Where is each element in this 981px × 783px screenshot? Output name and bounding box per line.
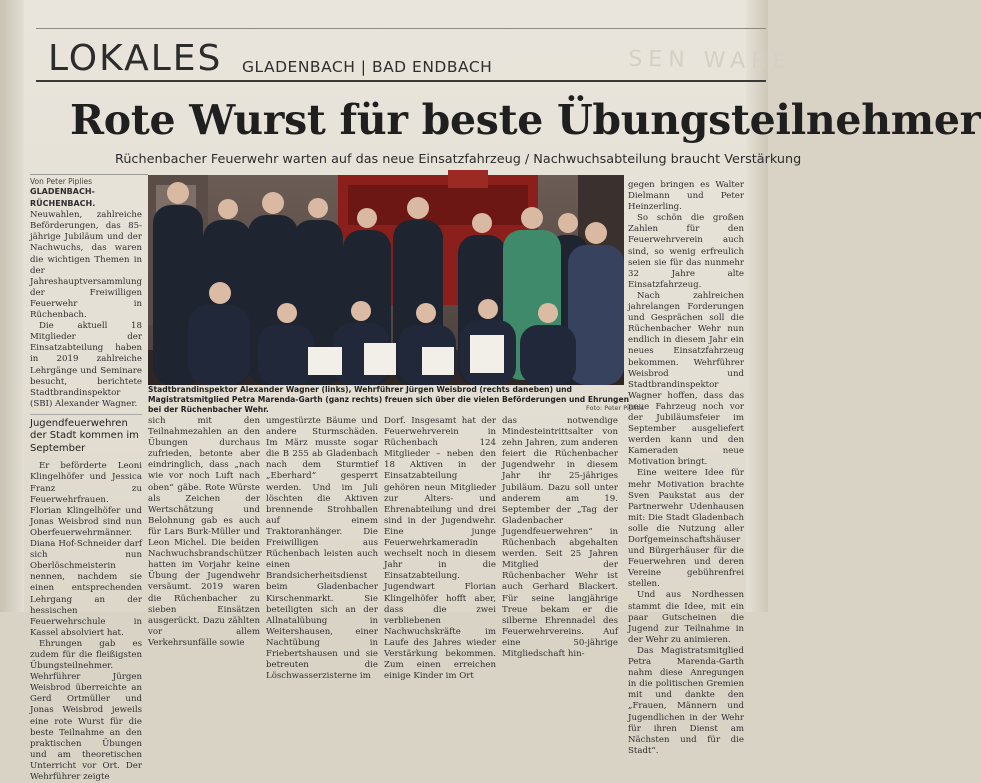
paragraph: Die aktuell 18 Mitglieder der Einsatzabteilung haben in 2019 zahlreiche Lehrgänge und Seminare besucht, berichtete Stadtbrandinspektor (SBI) Alexander Wagner. <box>30 321 142 409</box>
paragraph: Er beförderte Leoni Klingelhöfer und Jessica Franz zu Feuerwehrfrauen. Florian Klingelhöfer und Jonas Weisbrod sind nun Oberfeuerwehrmänner. Diana Hof-Schneider darf sich nun Oberlöschmeisterin nennen, nachdem sie einen entsprechenden Lehrgang an der hessischen Feuerwehrschule in Kassel absolviert hat. <box>30 461 142 638</box>
article-subheadline: Rüchenbacher Feuerwehr warten auf das neue Einsatzfahrzeug / Nachwuchsabteilung braucht Verstärkung <box>115 152 802 167</box>
paragraph: Ehrungen gab es zudem für die fleißigsten Übungsteilnehmer. Wehrführer Jürgen Weisbrod überreichte an Gerd Ortmüller und Jonas Weisbrod jeweils eine rote Wurst für die beste Teilnahme an den praktischen Übungen und am theoretischen Unterricht vor Ort. Der Wehrführer zeigte <box>30 638 142 782</box>
group-photo-firefighters <box>148 175 624 385</box>
section-location: GLADENBACH | BAD ENDBACH <box>242 58 493 76</box>
paragraph: Nach zahlreichen jahrelangen Forderungen und Gesprächen soll die Rüchenbacher Wehr nun endlich in diesem Jahr ein neues Einsatzfahrzeug bekommen. Wehrführer Weisbrod und Stadtbrandinspektor Wagner hoffen, dass das neue Fahrzeug noch vor der Jubiläumsfeier im September ausgeliefert werden kann und den Kameraden neue Motivation bringt. <box>628 290 744 468</box>
article-column-4: Dorf. Insgesamt hat der Feuerwehrverein in Rüchenbach 124 Mitglieder – neben den 18 Aktiven in der Einsatzabteilung gehören neun Mitglieder zur Alters- und Ehrenabteilung und drei sind in der Jugendwehr. Eine junge Feuerwehrkameradin wechselt noch in diesem Jahr in die Einsatzabteilung. Jugendwart Florian Klingelhöfer hofft aber, dass die zwei verbliebenen Nachwuchskräfte im Laufe des Jahres wieder Verstärkung bekommen. Zum einen erreichen einige Kinder im Ort <box>384 416 496 682</box>
dateline: GLADENBACH-RÜCHENBACH. <box>30 187 96 209</box>
article-headline: Rote Wurst für beste Übungsteilnehmer <box>70 96 981 144</box>
section-rule <box>36 80 766 82</box>
lead-paragraph: GLADENBACH-RÜCHENBACH. Neuwahlen, zahlreiche Beförderungen, das 85-jährige Jubiläum und der Nachwuchs, das waren die wichtigen Themen in der Jahreshauptversammlung der Freiwilligen Feuerwehr in Rüchenbach. <box>30 187 143 321</box>
bleed-through-text: SEN WARE <box>628 46 793 75</box>
article-column-5: das notwendige Mindesteintrittsalter von zehn Jahren, zum anderen feiert die Rüchenbacher Jugendwehr in diesem Jahr ihr 25-jähriges Jubiläum. Dazu soll unter anderem am 19. September der „Tag der Gladenbacher Jugendfeuerwehren“ in Rüchenbach abgehalten werden. Seit 25 Jahren Mitglied der Rüchenbacher Wehr ist auch Gerhard Blackert. Für seine langjährige Treue bekam er die silberne Ehrennadel des Feuerwehrvereins. Auf eine 50-jährige Mitgliedschaft hin- <box>502 416 618 659</box>
top-rule <box>36 28 766 29</box>
photo-credit: Foto: Peter Piplies <box>586 404 644 412</box>
article-photo <box>148 175 624 385</box>
article-column-6 <box>628 180 744 756</box>
paragraph: Das Magistratsmitglied Petra Marenda-Garth nahm diese Anregungen in die politischen Gremien mit und dankte den „Frauen, Männern und Jugendlichen in der Wehr für ihren Dienst am Nächsten und für die Stadt“. <box>628 645 744 756</box>
photo-caption: Stadtbrandinspektor Alexander Wagner (links), Wehrführer Jürgen Weisbrod (rechts daneben) und Magistratsmitglied Petra Marenda-Garth (ganz rechts) freuen sich über die vielen Beförderungen und Ehrungen bei der Rüchenbacher Wehr. <box>148 385 630 414</box>
paragraph: Und aus Nordhessen stammt die Idee, mit ein paar Gutscheinen die Jugend zur Teilnahme in der Wehr zu animieren. <box>628 590 744 645</box>
paragraph: gegen bringen es Walter Dielmann und Peter Heinzerling. <box>628 180 744 213</box>
article-column-3: umgestürzte Bäume und andere Sturmschäden. Im März musste sogar die B 255 ab Gladenbach nach dem Sturmtief „Eberhard“ gesperrt werden. Und im Juli löschten die Aktiven brennende Strohballen auf einem Traktoranhänger. Die Freiwilligen aus Rüchenbach leisten auch einen Brandsicherheitsdienst beim Gladenbacher Kirschenmarkt. Sie beteiligten sich an der Allnatalübung in Weitershausen, einer Nachtübung in Friebertshausen und sie betreuten die Löschwasserzisterne im <box>266 416 378 682</box>
subheading: Jugendfeuerwehren der Stadt kommen im September <box>30 414 142 456</box>
paragraph: Eine weitere Idee für mehr Motivation brachte Sven Paukstat aus der Partnerwehr Udenhausen mit: Die Stadt Gladenbach solle die Nutzung aller Dorfgemeinschaftshäuser und Bürgerhäuser für die Feuerwehren und deren Vereine gebührenfrei stellen. <box>628 468 744 590</box>
article-column-1 <box>30 186 143 782</box>
byline: Von Peter Piplies <box>30 174 148 186</box>
section-title: LOKALES <box>48 38 223 79</box>
article-column-2: sich mit den Teilnahmezahlen an den Übungen durchaus zufrieden, betonte aber eindringlich, dass „nach wie vor noch Luft nach oben“ gäbe. Rote Würste als Zeichen der Wertschätzung und Belohnung gab es auch für Lars Burk-Müller und Leon Michel. Die beiden Nachwuchsbrandschützer hatten im Vorjahr keine Übung der Jugendwehr versäumt. 2019 waren die Rüchenbacher zu sieben Einsätzen ausgerückt. Dazu zählten vor allem Verkehrsunfälle sowie <box>148 416 262 648</box>
page-shadow-left <box>0 0 24 612</box>
paragraph: So schön die großen Zahlen für den Feuerwehrverein auch sind, so wenig erfreulich seien sie für das nunmehr 32 Jahre alte Einsatzfahrzeug. <box>628 213 744 290</box>
